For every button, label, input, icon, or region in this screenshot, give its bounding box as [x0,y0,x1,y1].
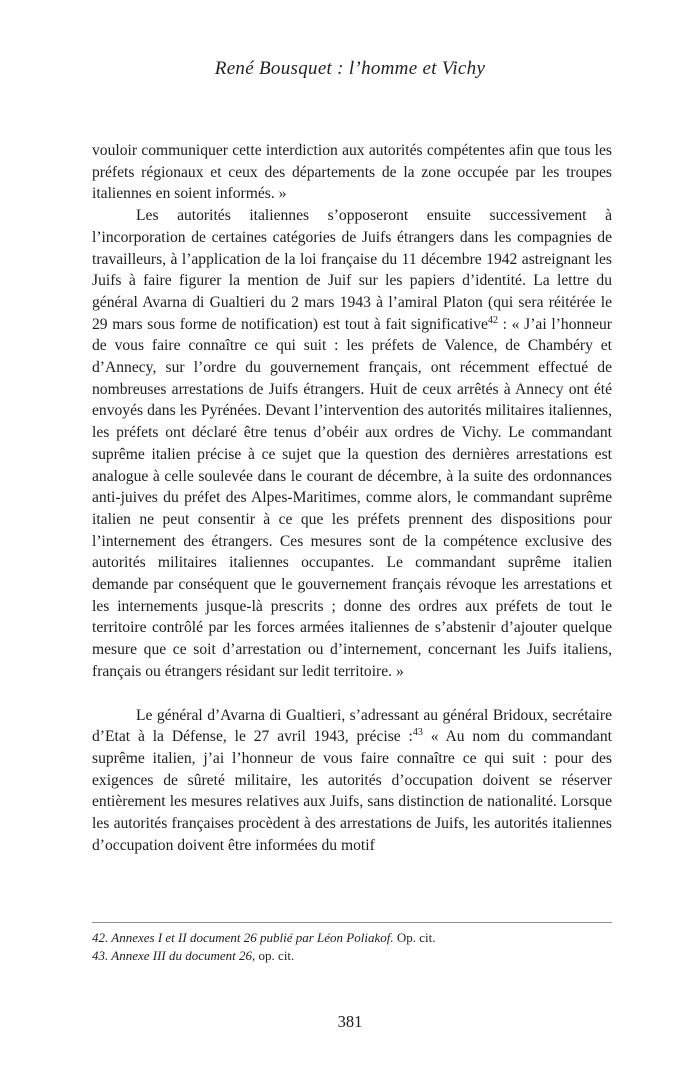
footnote-item [92,929,612,947]
footnote-citation: 42. Annexes I et II document 26 publié par Léon Poliakof. [92,930,394,945]
footnotes [92,929,612,964]
footnote-citation: 43. Annexe III du document 26, [92,947,256,963]
footnote-item [92,947,612,965]
running-head-title: René Bousquet : l’homme et Vichy [214,58,486,79]
paragraph: Le général d’Avarna di Gualtieri, s’adressant au général Bridoux, secrétaire d’Etat à la Défense, le 27 avril 1943, précise :$^{43}$ « Au nom du commandant suprême italien, j’ai l’honneur de vous faire connaître ce qui suit : pour des exigences de sûreté militaire, les autorités d’occupation doivent se réserver entièrement les mesures relatives aux Juifs, sans distinction de nationalité. Lorsque les autorités françaises procèdent à des arrestations de Juifs, les autorités italiennes d’occupation doivent être informées du motif [92,706,612,854]
body-text [92,140,612,857]
page-number: 381 [337,1012,363,1031]
footnote-separator-rule [92,922,612,923]
paragraph: vouloir communiquer cette interdiction aux autorités compétentes afin que tous les préfets régionaux et ceux des départements de la zone occupée par les troupes italiennes en soient informés. » [92,142,612,203]
footnote-ref: 43 [412,727,423,739]
paragraph: Les autorités italiennes s’opposeront ensuite successivement à l’incorporation de certaines catégories de Juifs étrangers dans les compagnies de travailleurs, à l’application de la loi française du 11 décembre 1942 astreignant les Juifs à faire figurer la mention de Juif sur les papiers d’identité. La lettre du général Avarna di Gualtieri du 2 mars 1943 à l’amiral Platon (qui sera réitérée le 29 mars sous forme de notification) est tout à fait significative$^{42}$ : « J’ai l’honneur de vous faire connaître ce qui suit : les préfets de Valence, de Chambéry et d’Annecy, sur l’ordre du gouvernement français, ont récemment effectué de nombreuses arrestations de Juifs étrangers. Huit de ceux arrêtés à Annecy ont été envoyés dans les Pyrénées. Devant l’intervention des autorités militaires italiennes, les préfets ont déclaré être tenus d’obéir aux ordres de Vichy. Le commandant suprême italien précise à ce sujet que la question des dernières arrestations est analogue à celle soulevée dans le courant de décembre, à la suite des ordonnances anti-juives du préfet des Alpes-Maritimes, comme alors, le commandant suprême italien ne peut consentir à ce que les préfets prennent des dispositions pour l’internement des étrangers. Ces mesures sont de la compétence exclusive des autorités militaires italiennes occupantes. Le commandant suprême italien demande par conséquent que le gouvernement français révoque les arrestations et les internements jusque-là prescrits ; donne des ordres aux préfets de tout le territoire contrôlé par les forces armées italiennes de s’abstenir d’ajouter quelque mesure que ce soit d’arrestation ou d’internement, concernant les Juifs italiens, français ou étrangers résidant sur ledit territoire. » [92,207,612,680]
footnote-ref: 42 [487,314,498,326]
footnote-opcit: Op. cit. [393,930,436,945]
footnote-opcit: op. cit. [255,947,295,963]
